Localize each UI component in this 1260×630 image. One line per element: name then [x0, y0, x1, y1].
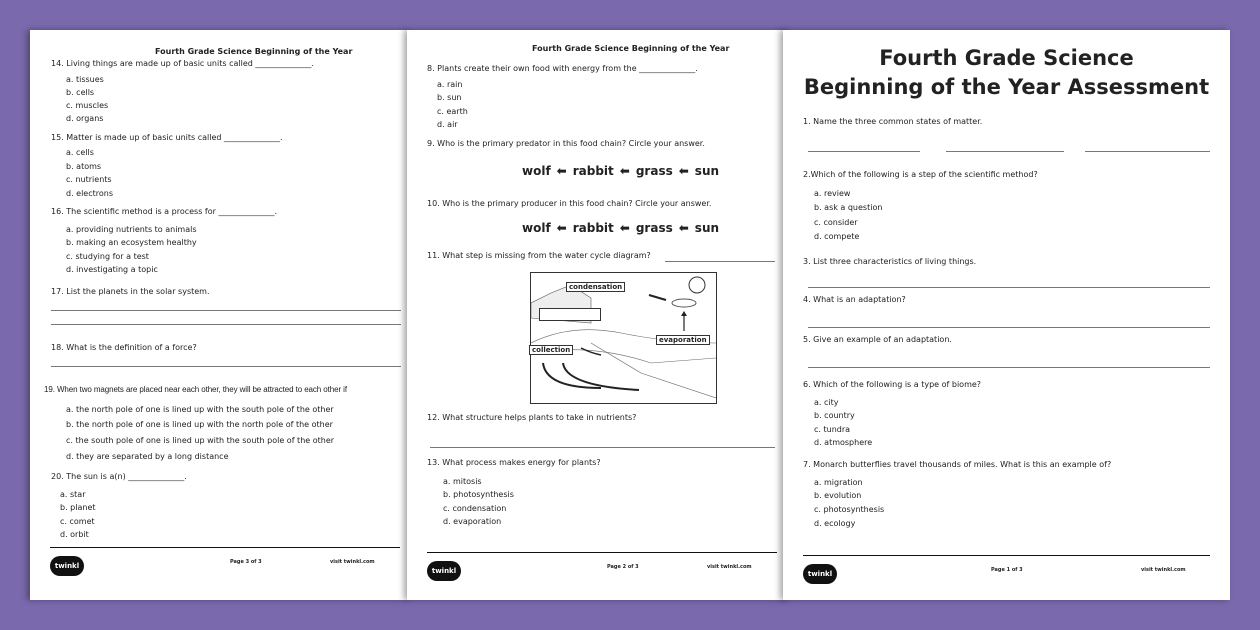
- answer-option: b. the north pole of one is lined up with the north pole of the other: [66, 420, 333, 429]
- question-text: 15. Matter is made up of basic units called ______________.: [51, 133, 283, 142]
- answer-line: [430, 447, 775, 448]
- question-text: 13. What process makes energy for plants?: [427, 458, 601, 467]
- question-text: 20. The sun is a(n) ______________.: [51, 472, 187, 481]
- page-number: Page 2 of 3: [607, 564, 639, 570]
- answer-option: d. evaporation: [443, 517, 502, 526]
- worksheet-page-2: [407, 30, 790, 600]
- answer-line: [51, 324, 401, 325]
- question-text: 9. Who is the primary predator in this food chain? Circle your answer.: [427, 139, 705, 148]
- answer-line: [808, 367, 1210, 368]
- answer-option: d. ecology: [814, 519, 856, 528]
- arrow-left-icon: ⬅: [678, 164, 689, 178]
- answer-option: a. star: [60, 490, 86, 499]
- visit-link: visit twinkl.com: [330, 559, 375, 565]
- page-header: Fourth Grade Science Beginning of the Year: [532, 44, 730, 53]
- question-text: 4. What is an adaptation?: [803, 295, 906, 304]
- footer-rule: [50, 547, 400, 548]
- answer-option: c. the south pole of one is lined up with the south pole of the other: [66, 436, 335, 445]
- answer-option: b. country: [814, 411, 855, 420]
- arrow-left-icon: ⬅: [619, 164, 630, 178]
- answer-line: [51, 310, 401, 311]
- question-text: 5. Give an example of an adaptation.: [803, 335, 952, 344]
- answer-option: b. photosynthesis: [443, 490, 514, 499]
- answer-option: d. air: [437, 120, 458, 129]
- answer-option: d. electrons: [66, 189, 114, 198]
- food-chain-item[interactable]: wolf: [522, 164, 551, 178]
- answer-option: d. investigating a topic: [66, 265, 158, 274]
- food-chain: [519, 221, 722, 235]
- answer-option: b. planet: [60, 503, 96, 512]
- question-text: 17. List the planets in the solar system.: [51, 287, 210, 296]
- twinkl-logo: twinkl: [50, 556, 84, 576]
- answer-option: a. city: [814, 398, 839, 407]
- question-text: 11. What step is missing from the water cycle diagram?: [427, 251, 651, 260]
- twinkl-logo: twinkl: [803, 564, 837, 584]
- answer-option: b. ask a question: [814, 203, 883, 212]
- question-text: 3. List three characteristics of living things.: [803, 257, 977, 266]
- question-text: 18. What is the definition of a force?: [51, 343, 197, 352]
- title-line-1: Fourth Grade Science: [879, 46, 1134, 70]
- question-text: 1. Name the three common states of matter.: [803, 117, 983, 126]
- water-cycle-diagram: [530, 272, 717, 404]
- question-text: 12. What structure helps plants to take in nutrients?: [427, 413, 637, 422]
- answer-option: c. tundra: [814, 425, 851, 434]
- food-chain-item[interactable]: grass: [635, 164, 673, 178]
- food-chain-item[interactable]: rabbit: [572, 221, 614, 235]
- answer-option: b. sun: [437, 93, 462, 102]
- answer-option: c. consider: [814, 218, 858, 227]
- worksheet-page-3: [30, 30, 410, 600]
- answer-option: b. cells: [66, 88, 95, 97]
- evaporation-label: evaporation: [656, 335, 710, 345]
- food-chain-item[interactable]: grass: [635, 221, 673, 235]
- food-chain-item[interactable]: sun: [694, 221, 720, 235]
- answer-line: [808, 327, 1210, 328]
- question-text: 2.Which of the following is a step of the scientific method?: [803, 170, 1038, 179]
- answer-option: a. the north pole of one is lined up with the south pole of the other: [66, 405, 334, 414]
- answer-option: b. atoms: [66, 162, 102, 171]
- answer-line: [808, 151, 920, 152]
- twinkl-logo: twinkl: [427, 561, 461, 581]
- answer-option: c. earth: [437, 107, 468, 116]
- answer-option: b. evolution: [814, 491, 862, 500]
- answer-option: d. organs: [66, 114, 104, 123]
- arrow-left-icon: ⬅: [556, 164, 567, 178]
- answer-option: c. nutrients: [66, 175, 112, 184]
- footer-rule: [803, 555, 1210, 556]
- arrow-left-icon: ⬅: [678, 221, 689, 235]
- answer-line: [946, 151, 1064, 152]
- answer-option: c. studying for a test: [66, 252, 149, 261]
- answer-option: c. comet: [60, 517, 95, 526]
- collection-label: collection: [529, 345, 573, 355]
- page-number: Page 3 of 3: [230, 559, 262, 565]
- answer-option: a. rain: [437, 80, 463, 89]
- arrow-left-icon: ⬅: [619, 221, 630, 235]
- question-text: 8. Plants create their own food with energy from the ______________.: [427, 64, 698, 73]
- title-line-2: Beginning of the Year Assessment: [803, 75, 1210, 99]
- answer-option: a. mitosis: [443, 477, 482, 486]
- answer-option: d. they are separated by a long distance: [66, 452, 229, 461]
- answer-option: c. photosynthesis: [814, 505, 885, 514]
- condensation-label: condensation: [566, 282, 625, 292]
- page-header: Fourth Grade Science Beginning of the Year: [155, 47, 353, 56]
- answer-line: [808, 287, 1210, 288]
- visit-link: visit twinkl.com: [1141, 567, 1186, 573]
- answer-line: [51, 366, 401, 367]
- answer-option: c. condensation: [443, 504, 507, 513]
- page-number: Page 1 of 3: [991, 567, 1023, 573]
- answer-option: d. atmosphere: [814, 438, 873, 447]
- answer-option: a. review: [814, 189, 851, 198]
- answer-option: a. tissues: [66, 75, 104, 84]
- food-chain-item[interactable]: wolf: [522, 221, 551, 235]
- answer-option: c. muscles: [66, 101, 109, 110]
- answer-option: a. providing nutrients to animals: [66, 225, 197, 234]
- arrow-left-icon: ⬅: [556, 221, 567, 235]
- footer-rule: [427, 552, 777, 553]
- question-text: 19. When two magnets are placed near each other, they will be attracted to each other if: [44, 385, 347, 394]
- answer-option: d. orbit: [60, 530, 89, 539]
- answer-option: a. cells: [66, 148, 94, 157]
- visit-link: visit twinkl.com: [707, 564, 752, 570]
- food-chain-item[interactable]: rabbit: [572, 164, 614, 178]
- answer-line: [665, 261, 775, 262]
- food-chain: [519, 164, 722, 178]
- answer-line: [1085, 151, 1210, 152]
- question-text: 7. Monarch butterflies travel thousands of miles. What is this an example of?: [803, 460, 1112, 469]
- missing-step-box: [539, 308, 601, 321]
- question-text: 6. Which of the following is a type of biome?: [803, 380, 982, 389]
- question-text: 10. Who is the primary producer in this food chain? Circle your answer.: [427, 199, 712, 208]
- answer-option: b. making an ecosystem healthy: [66, 238, 197, 247]
- question-text: 14. Living things are made up of basic units called ______________.: [51, 59, 314, 68]
- food-chain-item[interactable]: sun: [694, 164, 720, 178]
- worksheet-page-1: [783, 30, 1230, 600]
- question-text: 16. The scientific method is a process for ______________.: [51, 207, 277, 216]
- answer-option: d. compete: [814, 232, 860, 241]
- answer-option: a. migration: [814, 478, 863, 487]
